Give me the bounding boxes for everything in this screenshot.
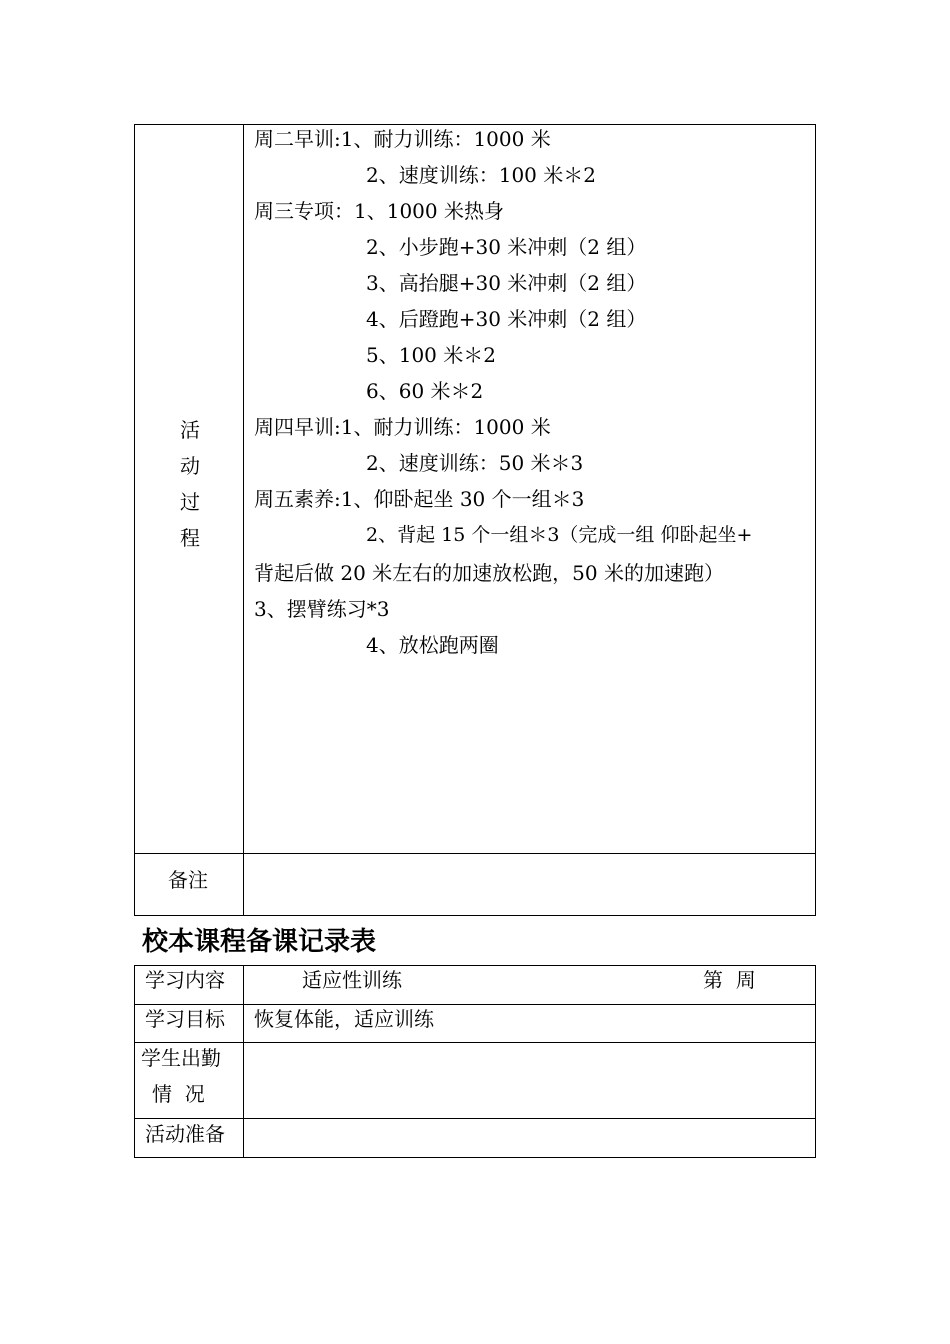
record-table	[134, 965, 816, 1158]
attendance-label: 学生出勤	[141, 1046, 221, 1070]
goal-label: 学习目标	[145, 1007, 225, 1031]
activity-line: 周四早训:1、耐力训练：1000 米	[254, 415, 551, 439]
attendance-label: 情 况	[152, 1082, 205, 1106]
activity-line: 周三专项：1、1000 米热身	[254, 199, 504, 223]
activity-line: 3、摆臂练习*3	[254, 597, 390, 621]
activity-line: 5、100 米＊2	[366, 343, 496, 367]
record-table-row-divider	[134, 1004, 816, 1005]
activity-line: 周五素养:1、仰卧起坐 30 个一组＊3	[254, 487, 585, 511]
activity-line: 2、背起 15 个一组＊3（完成一组 仰卧起坐+	[366, 524, 753, 546]
activity-line: 背起后做 20 米左右的加速放松跑，50 米的加速跑）	[254, 561, 724, 585]
activity-line: 2、速度训练：50 米＊3	[366, 451, 584, 475]
activity-line: 3、高抬腿+30 米冲刺（2 组）	[366, 271, 647, 295]
activity-line: 2、速度训练：100 米＊2	[366, 163, 596, 187]
goal-value: 恢复体能，适应训练	[254, 1007, 434, 1031]
page-title: 校本课程备课记录表	[142, 927, 377, 957]
prep-label: 活动准备	[145, 1122, 225, 1146]
activity-table-divider	[243, 124, 244, 916]
record-table-row-divider	[134, 1118, 816, 1119]
content-label: 学习内容	[145, 968, 225, 992]
content-value: 适应性训练	[302, 968, 402, 992]
week-label: 第 周	[703, 968, 756, 992]
activity-line: 4、放松跑两圈	[366, 633, 499, 657]
process-label: 活 动 过 程	[180, 418, 200, 550]
activity-line: 6、60 米＊2	[366, 379, 484, 403]
notes-label: 备注	[168, 868, 208, 892]
record-table-divider	[243, 965, 244, 1158]
activity-line: 周二早训:1、耐力训练：1000 米	[254, 127, 551, 151]
record-table-row-divider	[134, 1042, 816, 1043]
activity-line: 2、小步跑+30 米冲刺（2 组）	[366, 235, 647, 259]
activity-table-row-divider	[134, 853, 816, 854]
activity-line: 4、后蹬跑+30 米冲刺（2 组）	[366, 307, 647, 331]
